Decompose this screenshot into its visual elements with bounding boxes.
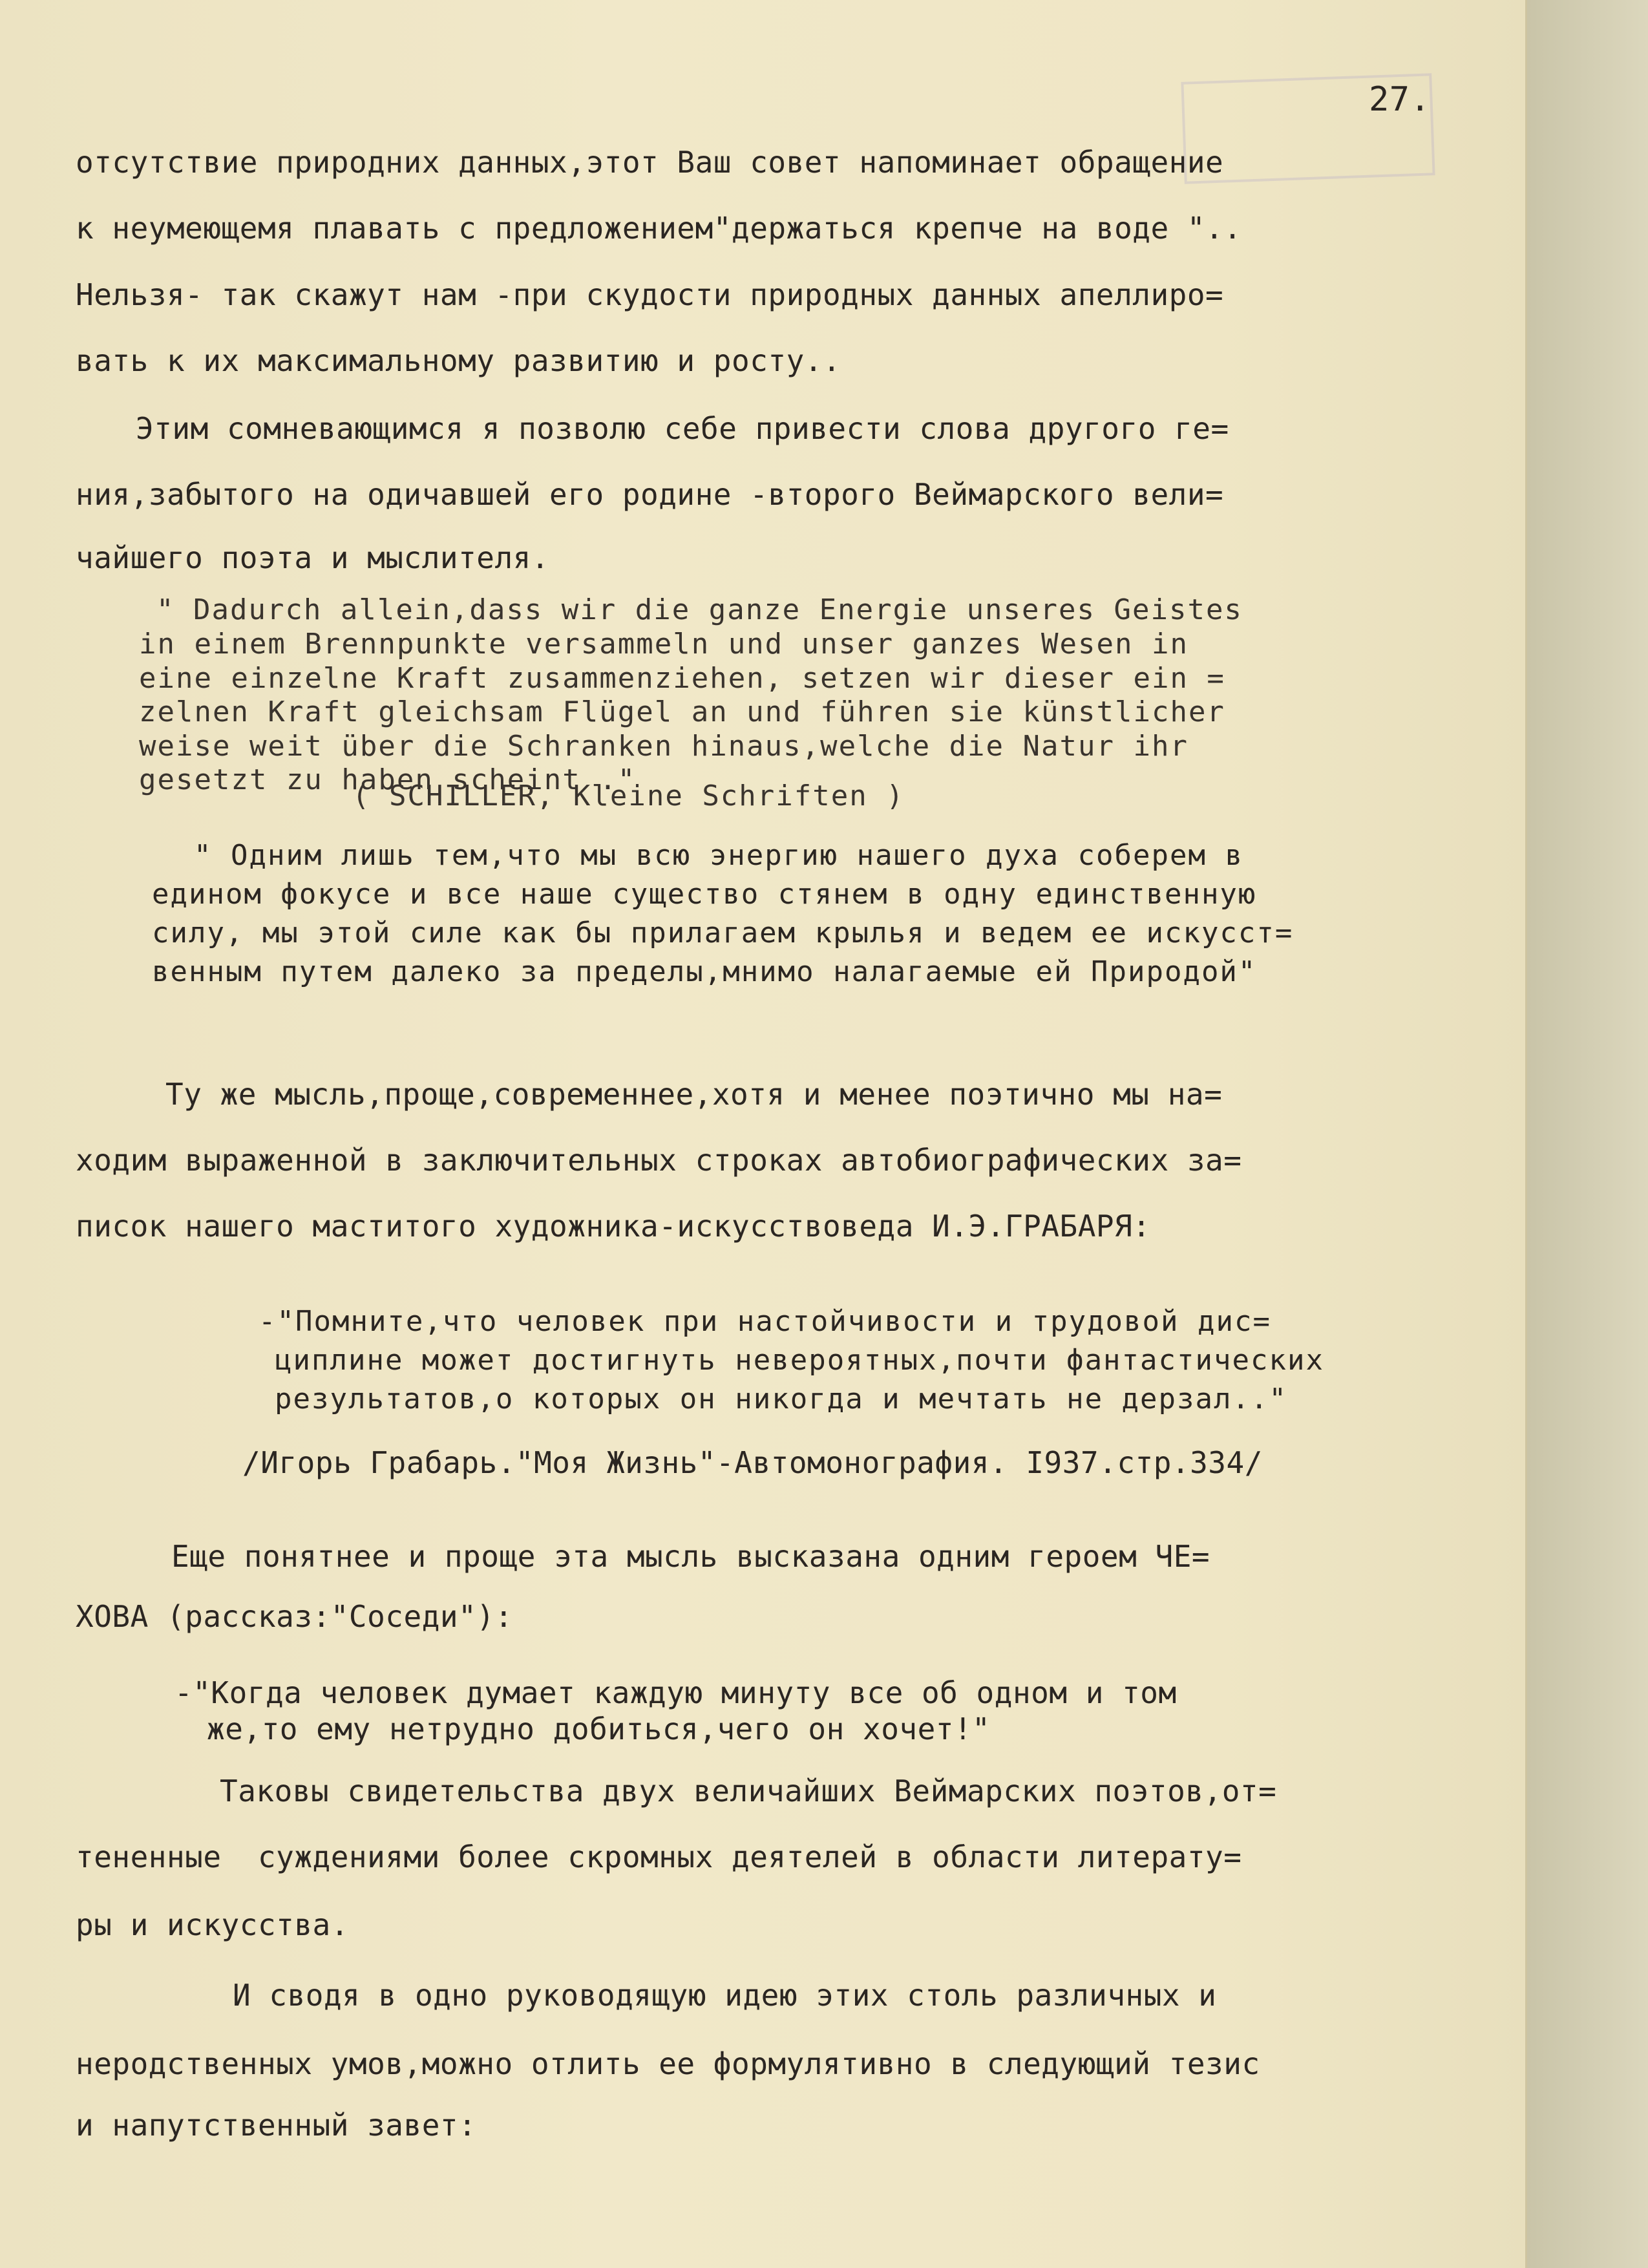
body-line: Ту же мысль,проще,современнее,хотя и менее поэтично мы на= [165,1077,1223,1112]
body-line: Таковы свидетельства двух величайших Веймарских поэтов,от= [220,1774,1277,1808]
body-line: чайшего поэта и мыслителя. [76,540,550,575]
body-line: неродственных умов,можно отлить ее формулятивно в следующий тезис [76,2046,1260,2081]
russian-quote-line: венным путем далеко за пределы,мнимо налагаемые ей Природой" [152,955,1257,988]
body-line: писок нашего маститого художника-искусствоведа И.Э.ГРАБАРЯ: [76,1209,1151,1244]
scanner-background-strip [1527,0,1648,2268]
german-quote-line: zelnen Kraft gleichsam Flügel an und führen sie künstlicher [139,695,1225,728]
body-line: к неумеющемя плавать с предложением"держаться крепче на воде ".. [76,211,1242,246]
page-number: 27. [1369,80,1431,119]
body-line: ния,забытого на одичавшей его родине -второго Веймарского вели= [76,477,1224,512]
german-quote-line: in einem Brennpunkte versammeln und unser ganzes Wesen in [139,628,1188,661]
chekhov-quote-line: же,то ему нетрудно добиться,чего он хочет!" [207,1712,991,1746]
body-line: ходим выраженной в заключительных строках автобиографических за= [76,1143,1242,1178]
grabar-quote-line: циплине может достигнуть невероятных,почти фантастических [275,1344,1324,1377]
german-quote-line: eine einzelne Kraft zusammenziehen, setzen wir dieser ein = [139,662,1225,695]
german-quote-line: weise weit über die Schranken hinaus,welche die Natur ihr [139,730,1188,763]
grabar-quote-line: -"Помните,что человек при настойчивости и трудовой дис= [259,1305,1271,1338]
body-line: тененные суждениями более скромных деятелей в области литерату= [76,1839,1242,1874]
body-line: Нельзя- так скажут нам -при скудости природных данных апеллиро= [76,277,1224,312]
german-quote-line: " Dadurch allein,dass wir die ganze Energie unseres Geistes [156,593,1243,626]
body-line: Еще понятнее и проще эта мысль высказана одним героем ЧЕ= [171,1539,1210,1574]
russian-quote-line: едином фокусе и все наше существо стянем в одну единственную [152,878,1257,911]
body-line: ХОВА (рассказ:"Соседи"): [76,1599,513,1634]
german-quote-line: gesetzt zu haben scheint ." [139,763,637,796]
body-line: отсутствие природних данных,этот Ваш совет напоминает обращение [76,145,1224,180]
german-source: ( SCHILLER, Kleine Schriften ) [352,779,905,812]
chekhov-quote-line: -"Когда человек думает каждую минуту все об одном и том [174,1675,1177,1710]
russian-quote-line: силу, мы этой силе как бы прилагаем крылья и ведем ее искусст= [152,917,1294,949]
body-line: Этим сомневающимся я позволю себе привести слова другого ге= [136,411,1229,446]
body-line: ры и искусства. [76,1907,349,1942]
body-line: и напутственный завет: [76,2108,477,2143]
body-line: вать к их максимальному развитию и росту.. [76,343,841,378]
body-line: И сводя в одно руководящую идею этих столь различных и [233,1978,1217,2013]
russian-quote-line: " Одним лишь тем,что мы всю энергию нашего духа соберем в [194,839,1243,872]
grabar-quote-line: результатов,о которых он никогда и мечтать не дерзал.." [275,1383,1287,1415]
grabar-source: /Игорь Грабарь."Моя Жизнь"-Автомонография. I937.стр.334/ [242,1445,1263,1480]
